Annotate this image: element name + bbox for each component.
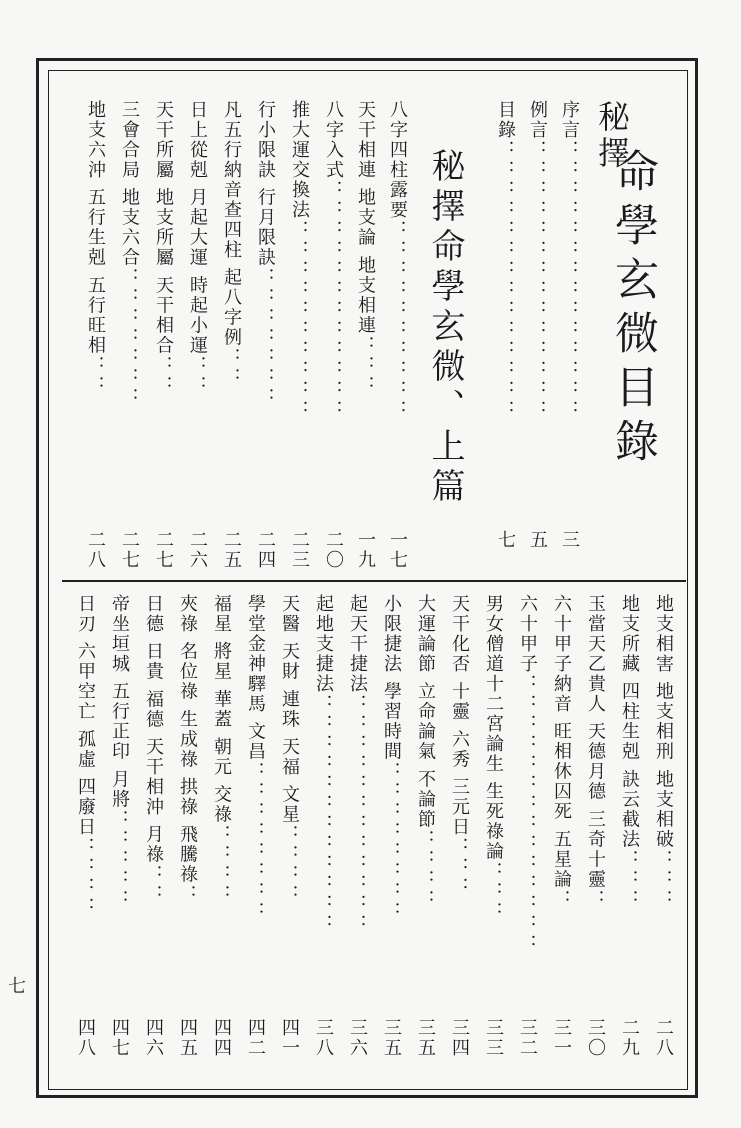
list-item: 序言：：：：：：：：：：：：：： bbox=[559, 100, 580, 420]
list-item: 天干所屬 地支所屬 天干相合：： bbox=[153, 100, 174, 396]
page-ref: 三四 bbox=[449, 1018, 470, 1058]
page-ref: 三三 bbox=[483, 1018, 504, 1058]
page-ref: 三六 bbox=[347, 1018, 368, 1058]
list-item: 福星 將星 華蓋 朝元 交祿：：：： bbox=[211, 594, 232, 905]
page-ref: 四一 bbox=[279, 1018, 300, 1058]
list-item: 帝坐垣城 五行正印 月將：：：：： bbox=[109, 594, 130, 910]
page-ref: 三 bbox=[559, 530, 580, 550]
list-item: 目錄：：：：：：：：：：：：：： bbox=[495, 100, 516, 420]
page-ref: 七 bbox=[495, 530, 516, 550]
page-ref: 二九 bbox=[619, 1018, 640, 1058]
volume-title: 秘擇命學玄微、上篇 bbox=[425, 148, 465, 508]
list-item: 六十甲子納音 旺相休囚死 五星論： bbox=[551, 594, 572, 910]
list-item: 玉當天乙貴人 天德月德 三奇十靈： bbox=[585, 594, 606, 910]
list-item: 起地支捷法：：：：：：：：：：：： bbox=[313, 594, 334, 934]
section-divider bbox=[62, 580, 686, 582]
page-ref: 四八 bbox=[75, 1018, 96, 1058]
list-item: 六十甲子：：：：：：：：：：：：：： bbox=[517, 594, 538, 954]
list-item: 推大運交換法：：：：：：：：：： bbox=[289, 100, 310, 420]
list-item: 行小限訣 行月限訣：：：：：：： bbox=[255, 100, 276, 408]
list-item: 夾祿 名位祿 生成祿 拱祿 飛騰祿： bbox=[177, 594, 198, 905]
page-ref: 二五 bbox=[221, 530, 242, 570]
page-number: 七 bbox=[8, 976, 26, 997]
page-ref: 三一 bbox=[551, 1018, 572, 1058]
title-prefix: 秘擇 bbox=[593, 100, 631, 172]
page-ref: 二八 bbox=[85, 530, 106, 570]
list-item: 小限捷法 學習時間：：：：：：：： bbox=[381, 594, 402, 922]
page-ref: 三八 bbox=[313, 1018, 334, 1058]
list-item: 日刃 六甲空亡 孤虛 四廢日：：：： bbox=[75, 594, 96, 918]
list-item: 地支相害 地支相刑 地支相破：：： bbox=[653, 594, 674, 910]
list-item: 天干化否 十靈 六秀 三元日：：： bbox=[449, 594, 470, 898]
page-ref: 三五 bbox=[381, 1018, 402, 1058]
list-item: 凡五行納音查四柱 起八字例：： bbox=[221, 100, 242, 388]
page-ref: 二〇 bbox=[323, 530, 344, 570]
list-item: 八字入式：：：：：：：：：：：： bbox=[323, 100, 344, 420]
page-ref: 一九 bbox=[355, 530, 376, 570]
page-ref: 三〇 bbox=[585, 1018, 606, 1058]
list-item: 男女僧道十二宮論生 生死祿論：：： bbox=[483, 594, 504, 922]
page-ref: 三二 bbox=[517, 1018, 538, 1058]
page-ref: 二六 bbox=[187, 530, 208, 570]
page-ref: 四五 bbox=[177, 1018, 198, 1058]
page-title: 命學玄微目錄 bbox=[607, 148, 658, 472]
page-ref: 二七 bbox=[119, 530, 140, 570]
page-ref: 二七 bbox=[153, 530, 174, 570]
page-ref: 二三 bbox=[289, 530, 310, 570]
list-item: 地支所藏 四柱生剋 訣云截法：：： bbox=[619, 594, 640, 910]
page-ref: 二八 bbox=[653, 1018, 674, 1058]
page-ref: 一七 bbox=[387, 530, 408, 570]
page-ref: 四二 bbox=[245, 1018, 266, 1058]
page-ref: 四六 bbox=[143, 1018, 164, 1058]
page-ref: 四四 bbox=[211, 1018, 232, 1058]
list-item: 日上從剋 月起大運 時起小運：： bbox=[187, 100, 208, 396]
list-item: 八字四柱露要：：：：：：：：：： bbox=[387, 100, 408, 420]
list-item: 天醫 天財 連珠 天福 文星：：：： bbox=[279, 594, 300, 905]
page-ref: 四七 bbox=[109, 1018, 130, 1058]
list-item: 大運論節 立命論氣 不論節：：：： bbox=[415, 594, 436, 910]
page-ref: 二四 bbox=[255, 530, 276, 570]
list-item: 天干相連 地支論 地支相連：：： bbox=[355, 100, 376, 396]
page-ref: 五 bbox=[527, 530, 548, 550]
list-item: 起天干捷法：：：：：：：：：：：： bbox=[347, 594, 368, 934]
list-item: 三會合局 地支六合：：：：：：： bbox=[119, 100, 140, 408]
page-ref: 三五 bbox=[415, 1018, 436, 1058]
list-item: 地支六沖 五行生剋 五行旺相：： bbox=[85, 100, 106, 396]
list-item: 例言：：：：：：：：：：：：：： bbox=[527, 100, 548, 420]
list-item: 學堂金神驛馬 文昌：：：：：：：： bbox=[245, 594, 266, 922]
list-item: 日德 日貴 福德 天干相沖 月祿：： bbox=[143, 594, 164, 905]
